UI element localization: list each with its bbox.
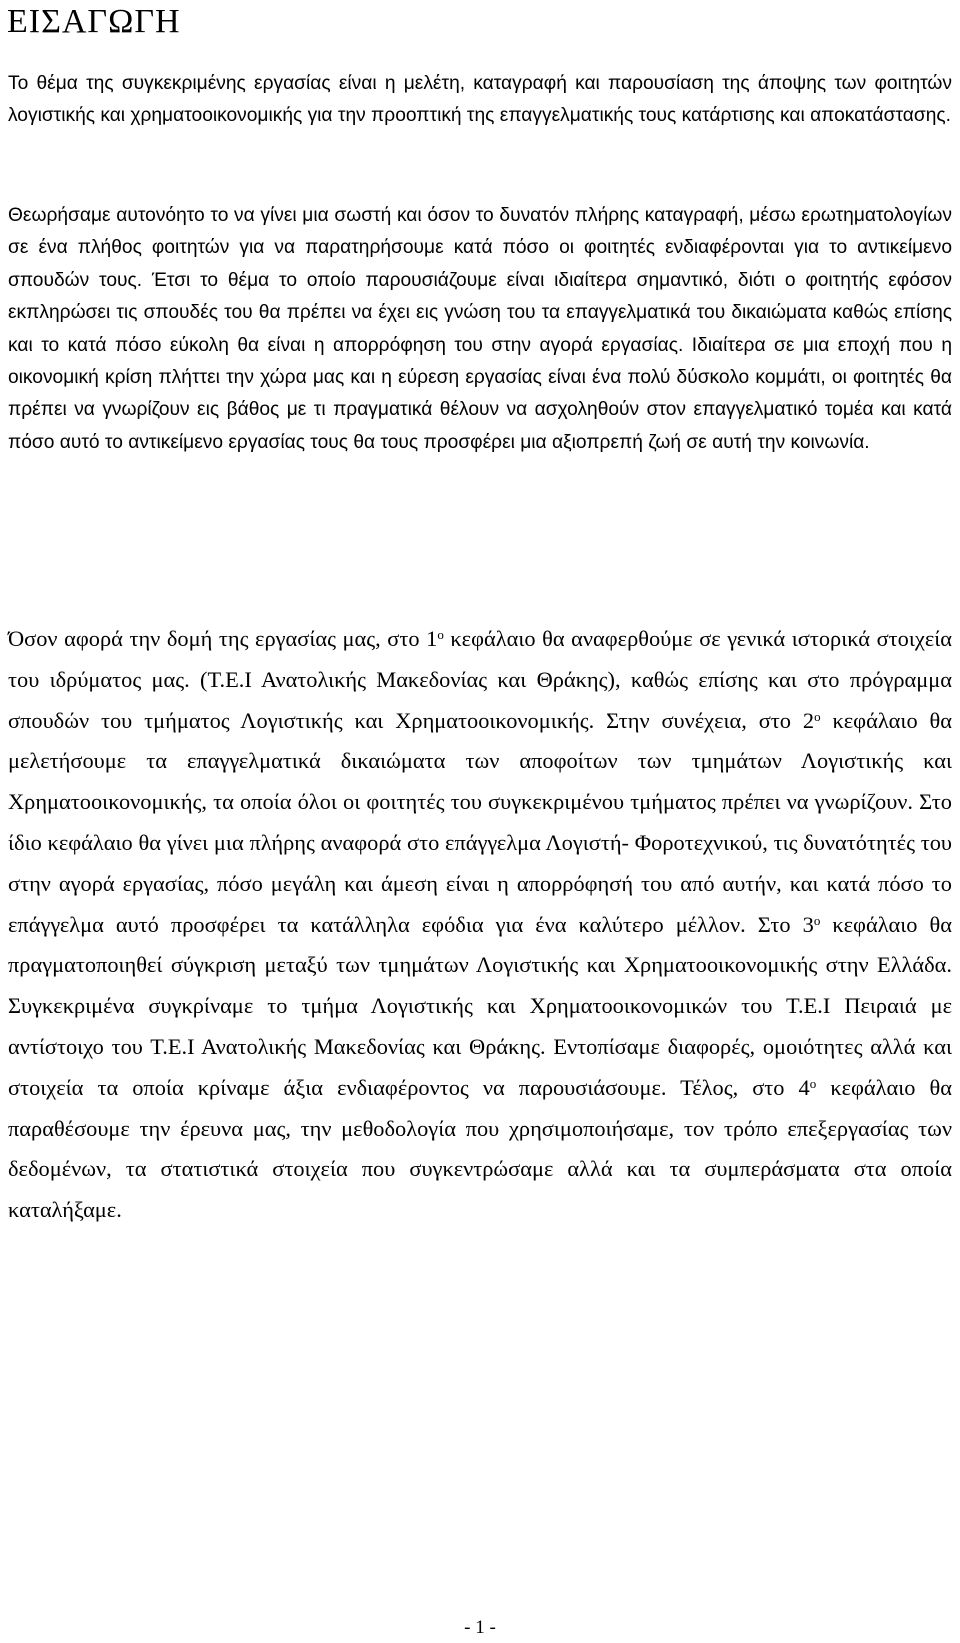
ordinal-superscript: ο [814,708,821,724]
structure-text-1: Όσον αφορά την δομή της εργασίας μας, στο 1 [8,626,438,651]
ordinal-superscript: ο [813,912,821,928]
intro-paragraph: Το θέμα της συγκεκριμένης εργασίας είναι η μελέτη, καταγραφή και παρουσίαση της άποψης των φοιτητών λογιστικής και χρηματοοικονομικής για την προοπτική της επαγγελματικής τους κατάρτισης και αποκατάστασης. [8,73,952,127]
rationale-paragraph: Θεωρήσαμε αυτονόητο το να γίνει μια σωστή και όσον το δυνατόν πλήρης καταγραφή, μέσω ερωτηματολογίων σε ένα πλήθος φοιτητών για να παρατηρήσουμε κατά πόσο οι φοιτητές ενδιαφέρονται για το αντικείμενο σπουδών τους. Έτσι το θέμα το οποίο παρουσιάζουμε είναι ιδιαίτερα σημαντικό, διότι ο φοιτητής εφόσον εκπληρώσει τις σπουδές του θα πρέπει να έχει εις γνώση του τα επαγγελματικά του δικαιώματα καθώς επίσης και το κατά πόσο εύκολη θα είναι η απορρόφηση του στην αγορά εργασίας. Ιδιαίτερα σε μια εποχή που η οικονομική κρίση πλήττει την χώρα μας και η εύρεση εργασίας είναι ένα πολύ δύσκολο κομμάτι, οι φοιτητές θα πρέπει να γνωρίζουν εις βάθος με τι πραγματικά θέλουν να ασχοληθούν στον επαγγελματικό τομέα και κατά πόσο αυτό το αντικείμενο εργασίας τους θα τους προσφέρει μια αξιοπρεπή ζωή σε αυτή την κοινωνία. [8,205,952,453]
page-number: - 1 - [464,1617,496,1638]
structure-paragraph [8,619,952,1231]
ordinal-superscript: ο [809,1075,817,1091]
structure-text-3: κεφάλαιο θα μελετήσουμε τα επαγγελματικά δικαιώματα των αποφοίτων των τμημάτων Λογιστικής και Χρηματοοικονομικής, τα οποία όλοι οι φοιτητές του συγκεκριμένου τμήματος πρέπει να γνωρίζουν. Στο ίδιο κεφάλαιο θα γίνει μια πλήρης αναφορά στο επάγγελμα Λογιστή- Φοροτεχνικού, τις δυνατότητές του στην αγορά εργασίας, πόσο μεγάλη και άμεση είναι η απορρόφησή του από αυτήν, και κατά πόσο το επάγγελμα αυτό προσφέρει τα κατάλληλα εφόδια για ένα καλύτερο μέλλον. Στο 3 [8,707,952,937]
structure-text-4: κεφάλαιο θα πραγματοποιηθεί σύγκριση μεταξύ των τμημάτων Λογιστικής και Χρηματοοικονομικής στην Ελλάδα. Συγκεκριμένα συγκρίναμε το τμήμα Λογιστικής και Χρηματοοικονομικών του Τ.Ε.Ι Πειραιά με αντίστοιχο του Τ.Ε.Ι Ανατολικής Μακεδονίας και Θράκης. Εντοπίσαμε διαφορές, ομοιότητες αλλά και στοιχεία τα οποία κρίναμε άξια ενδιαφέροντος να παρουσιάσουμε. Τέλος, στο 4 [8,911,952,1100]
structure-text-5: κεφάλαιο θα παραθέσουμε την έρευνα μας, την μεθοδολογία που χρησιμοποιήσαμε, τον τρόπο επεξεργασίας των δεδομένων, τα στατιστικά στοιχεία που συγκεντρώσαμε αλλά και τα συμπεράσματα στα οποία καταλήξαμε. [8,1074,952,1223]
structure-text-2: κεφάλαιο θα αναφερθούμε σε γενικά ιστορικά στοιχεία του ιδρύματος μας. (Τ.Ε.Ι Ανατολικής Μακεδονίας και Θράκης), καθώς επίσης και στο πρόγραμμα σπουδών του τμήματος Λογιστικής και Χρηματοοικονομικής. Στην συνέχεια, στο 2 [8,626,952,733]
page-title: ΕΙΣΑΓΩΓΗ [7,3,181,40]
ordinal-superscript: ο [437,626,444,642]
